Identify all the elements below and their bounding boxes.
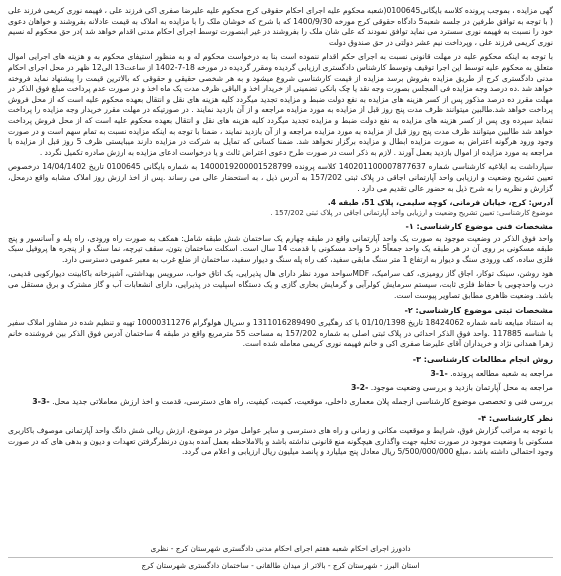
registration-specs-heading: مشخصات ثبتی موضوع کارشناسی: ۲- xyxy=(404,306,553,316)
intro-paragraph: گهی مزایده ، بموجب پرونده کلاسه بایگانی0100645(شعبه محکوم علیه اجرای احکام حقوقی کرج محکوم علیه علیرضا صفری اکی فرزند علی ، فهیمه نوری کریمی فرزند علی ( با توجه به توافق طرفین در جلسه شعبه5 دادگاه حقوقی کرج مورخه 1400/9/30 که با شرح که خوشان ملک را با مزایده به املاک به قیمت عادلانه بفروشند و خواهان دعوی خود را نسبت به فهیمه نوری سسترد می نماید توافق نمودند که علی شان ملک را بفروشند در غیر ابنصورت توسط اجرای احکام مدنی اقدام خواهد شد )در حق محکوم له نسیم نوری کریمی فرزند علی ، وپرداخت نیم عشر دولتی در حق صندوق دولت xyxy=(8,6,554,47)
list-item xyxy=(8,381,553,395)
valuation-paragraph: با توجه به مراتب گزارش فوق، شرایط و موقعیت مکانی و زمانی و راه های دسترسی و سایر عوامل موثر در موضوع، ارزش ریالی شش دانگ واحد آپارتمانی موصوف باکاربری مسکونی با وضعیت موجود در صورت تخلیه جهت واگذاری هیچگونه منع قانونی نداشته باشد و بالاملاحظه بعمل آمده بدون درنظرگرفتن تعهدات و دیون و بدهی های که در صورت وجود احتمالی داشته باشد ،مبلغ 5/500/000/000 ریال معادل پنج میلیارد و پانصد میلیون ریال ارزیابی و اعلام می گردد. xyxy=(8,426,553,457)
auction-terms-paragraph: با توجه به اینکه محکوم علیه در مهلت قانونی نسبت به اجرای حکم اقدام ننموده است بنا به درخواست محکوم له و به منظور استیفای محکوم به و هزینه های اجرایی اموال متعلق به محکوم علیه توسط این اجرا توقیف وتوسط کارشناس دادگستری ارزیابی گردیده ومقرر گردیده در مورخه 18-7-1402 از ساعت13 الی12 ظهر در محل اجرای احکام مدنی دادگستری کرج از طریق مزایده بفروش برسد مزایده از قیمت کارشناسی شروع میشود و به هر شخصی حقیقی و حقوقی که بالاترین قیمت را پیشنهاد نماید فروخته خواهد شد .ده درصد وجه مزایده فی المجلس بصورت وجه نقد یا چک بانکی تضمینی از خریدار اخذ و الباقی ظرف مدت یک ماه اخذ و در صورت عدم پرداخت مبلغ فوق الذکر در مهلت مقرر ده درصد مذکور پس از کسر هزینه های مزایده به نفع دولت ضبط و مزایده تجدید میگردد کلیه هزینه های نقل و انتقال بعهده محکوم علیه است که از محل فروش پرداخت خواهد شد.طالبین میتوانند ظرف مدت پنج روز قبل از مزایده به مورد مزایده مراجعه و از آن بازدید نمایند . در صورتیکه در مهلت مقرر خریدار وجه مزایده را پرداخت ننماید سپرده وی پس از کسر هزینه های مزایده به نفع دولت ضبط و مزایده تجدید میگردد کلیه هزینه های نقل و انتقال بعهده محکوم علیه است که از محل فروش پرداخت خواهد شد طالبین میتوانند ظرف مدت پنج روز قبل از مزایده به مورد مزایده مراجعه و از آن بازدید نمایند ، ضمنا با توجه به اینکه مزایده نسبت به تمام سهم است و در صورت وجود ورود هرگونه اعتراض به صورت مزایده ابطال و مزایده برگزار نخواهد شد. ضمنا کسانی که تمایل به شرکت در مزایده دارند میبایستی ظرف 5 روز قبل از مزایده با مراجعه به مورد مزایده از اموال بازدید بعمل آورند . لازم به ذکر است در صورت طرح دعوی اعتراض ثالث و یا درخواست ادعای مزایده به ارزش صادره تکمیل نگردد . xyxy=(8,52,554,157)
study-method-heading: روش انجام مطالعات کارشناسی: ۳- xyxy=(412,355,553,365)
list-item xyxy=(8,367,553,381)
list-item-text: مراجعه به شعبه مطالعه پرونده. xyxy=(450,369,553,379)
list-item xyxy=(8,395,553,409)
footer-divider xyxy=(8,557,553,558)
expert-opinion-heading: نظر کارشناسی: ۴- xyxy=(477,414,553,424)
court-address-line: استان البرز - شهرستان کرج - بالاتر از میدان طالقانی - ساختمان دادگستری شهرستان کرج xyxy=(141,561,420,570)
registration-paragraph: به استناد مبایعه نامه شماره 18424062 تاریخ 01/10/1398 با کد رهگیری 1311016289490 و سریال هولوگرام 10000311276 تهیه و تنظیم شده در مشاور املاک سفیر با شناسه 117885 .واحد فوق الذکر احداثی در پلاک ثبتی اصلی به شماره 157/202 به مساحت 55 مترمربع واقع در طبقه 4 ساختمان آدرس فوق الذکر بین فروشنده خانم زهرا همدانی نژاد و خریداران آقای علیرضا صفری اکی و خانم فهیمه نوری کریمی معامله شده است. xyxy=(8,318,553,349)
signature-line: دادورز اجرای احکام شعبه هفتم اجرای احکام مدنی دادگستری شهرستان کرج - نظری xyxy=(150,544,411,553)
expert-subject-line: موضوع کارشناسی: تعیین تشریح وضعیت و ارزیابی واحد آپارتمانی اجاقی در پلاک ثبتی 157/202 . xyxy=(270,208,553,217)
list-item-number: -3-3 xyxy=(32,397,50,407)
expert-report-paragraph: سپارداشت به ابلاغیه کارشناسی شماره 140201100007877637 کلاسه پرونده 1400019200001528799 به شماره بایگانی 0100645 تاریخ 14/04/1402 درخصوص تعیین تشریح وضعیت و ارزیابی واحد آپارتمانی اجاقی در پلاک ثبتی 157/202 به آدرس ذیل ، به استحضار عالی می رساند .پس از اخذ ارزش روز املاک مشابه واقع درمحل، گزارش و نظریه را به شرح ذیل به حضور عالی تقدیم می دارد . xyxy=(8,162,553,193)
list-item-number: -1-3 xyxy=(430,369,448,379)
footer xyxy=(8,542,553,572)
technical-specs-heading: مشخصات فنی موضوع کارشناسی: ۱- xyxy=(405,221,553,231)
list-item-number: -2-3 xyxy=(350,383,369,393)
study-method-list xyxy=(8,367,553,409)
property-address: آدرس: کرج، خیابان فرمانی، کوچه سلیمی، پلاک 51، طبقه 4. xyxy=(327,198,553,208)
list-item-text: بررسی فنی و تخصصی موضوع کارشناسی ازجمله پلان معماری داخلی، موقعیت، کمیت، کیفیت، راه های دسترسی، قدمت و اخذ ارزش معاملاتی جدید محل. xyxy=(52,397,553,407)
list-item-text: مراجعه به محل آپارتمان بازدید و بررسی وضعیت موجود. xyxy=(370,383,553,393)
unit-features-paragraph: هود روشن، سینک توکار، اجاق گاز رومیزی، کف سرامیک، MDFسواحد مورد نظر دارای هال پذیرایی، یک اتاق خواب، سرویس بهداشتی، آشپزخانه باکابینت دیوارکوبی قدیمی، درب واحدچوبی با حفاظ فلزی ثابت، سیستم سرمایش کولرآبی و گرمایش بخاری گازی و یک دستگاه اسپلیت در پذیرایی، دارای انشعابات آب و گاز مشترک و برق مستقل می باشد. وضعیت ظاهری مطابق تصاویر پیوست است. xyxy=(8,269,553,300)
building-description-paragraph: واحد فوق الذکر در وضعیت موجود به صورت یک واحد آپارتمانی واقع در طبقه چهارم یک ساختمان شش طبقه شامل: همکف به صورت راه ورودی، راه پله و آسانسور و پنج طبقه مسکونی بر روی آن در هر طبقه یک واحد جمعاً5 در 5 واحد مسکونی با قدمت 14 سال است. اسکلت ساختمان بتون، سقف تیرچه، نما سنگ و از پنجره ها پروفیل سبک فلزی ساده، کف ورودی سنگ و دیوار به ارتفاع 1 متر سنگ مابقی سفید، کف راه پله سنگ و دیوار سفید، ساختمان از ضلع غرب به معبر عمومی دسترسی دارد. xyxy=(8,233,553,264)
